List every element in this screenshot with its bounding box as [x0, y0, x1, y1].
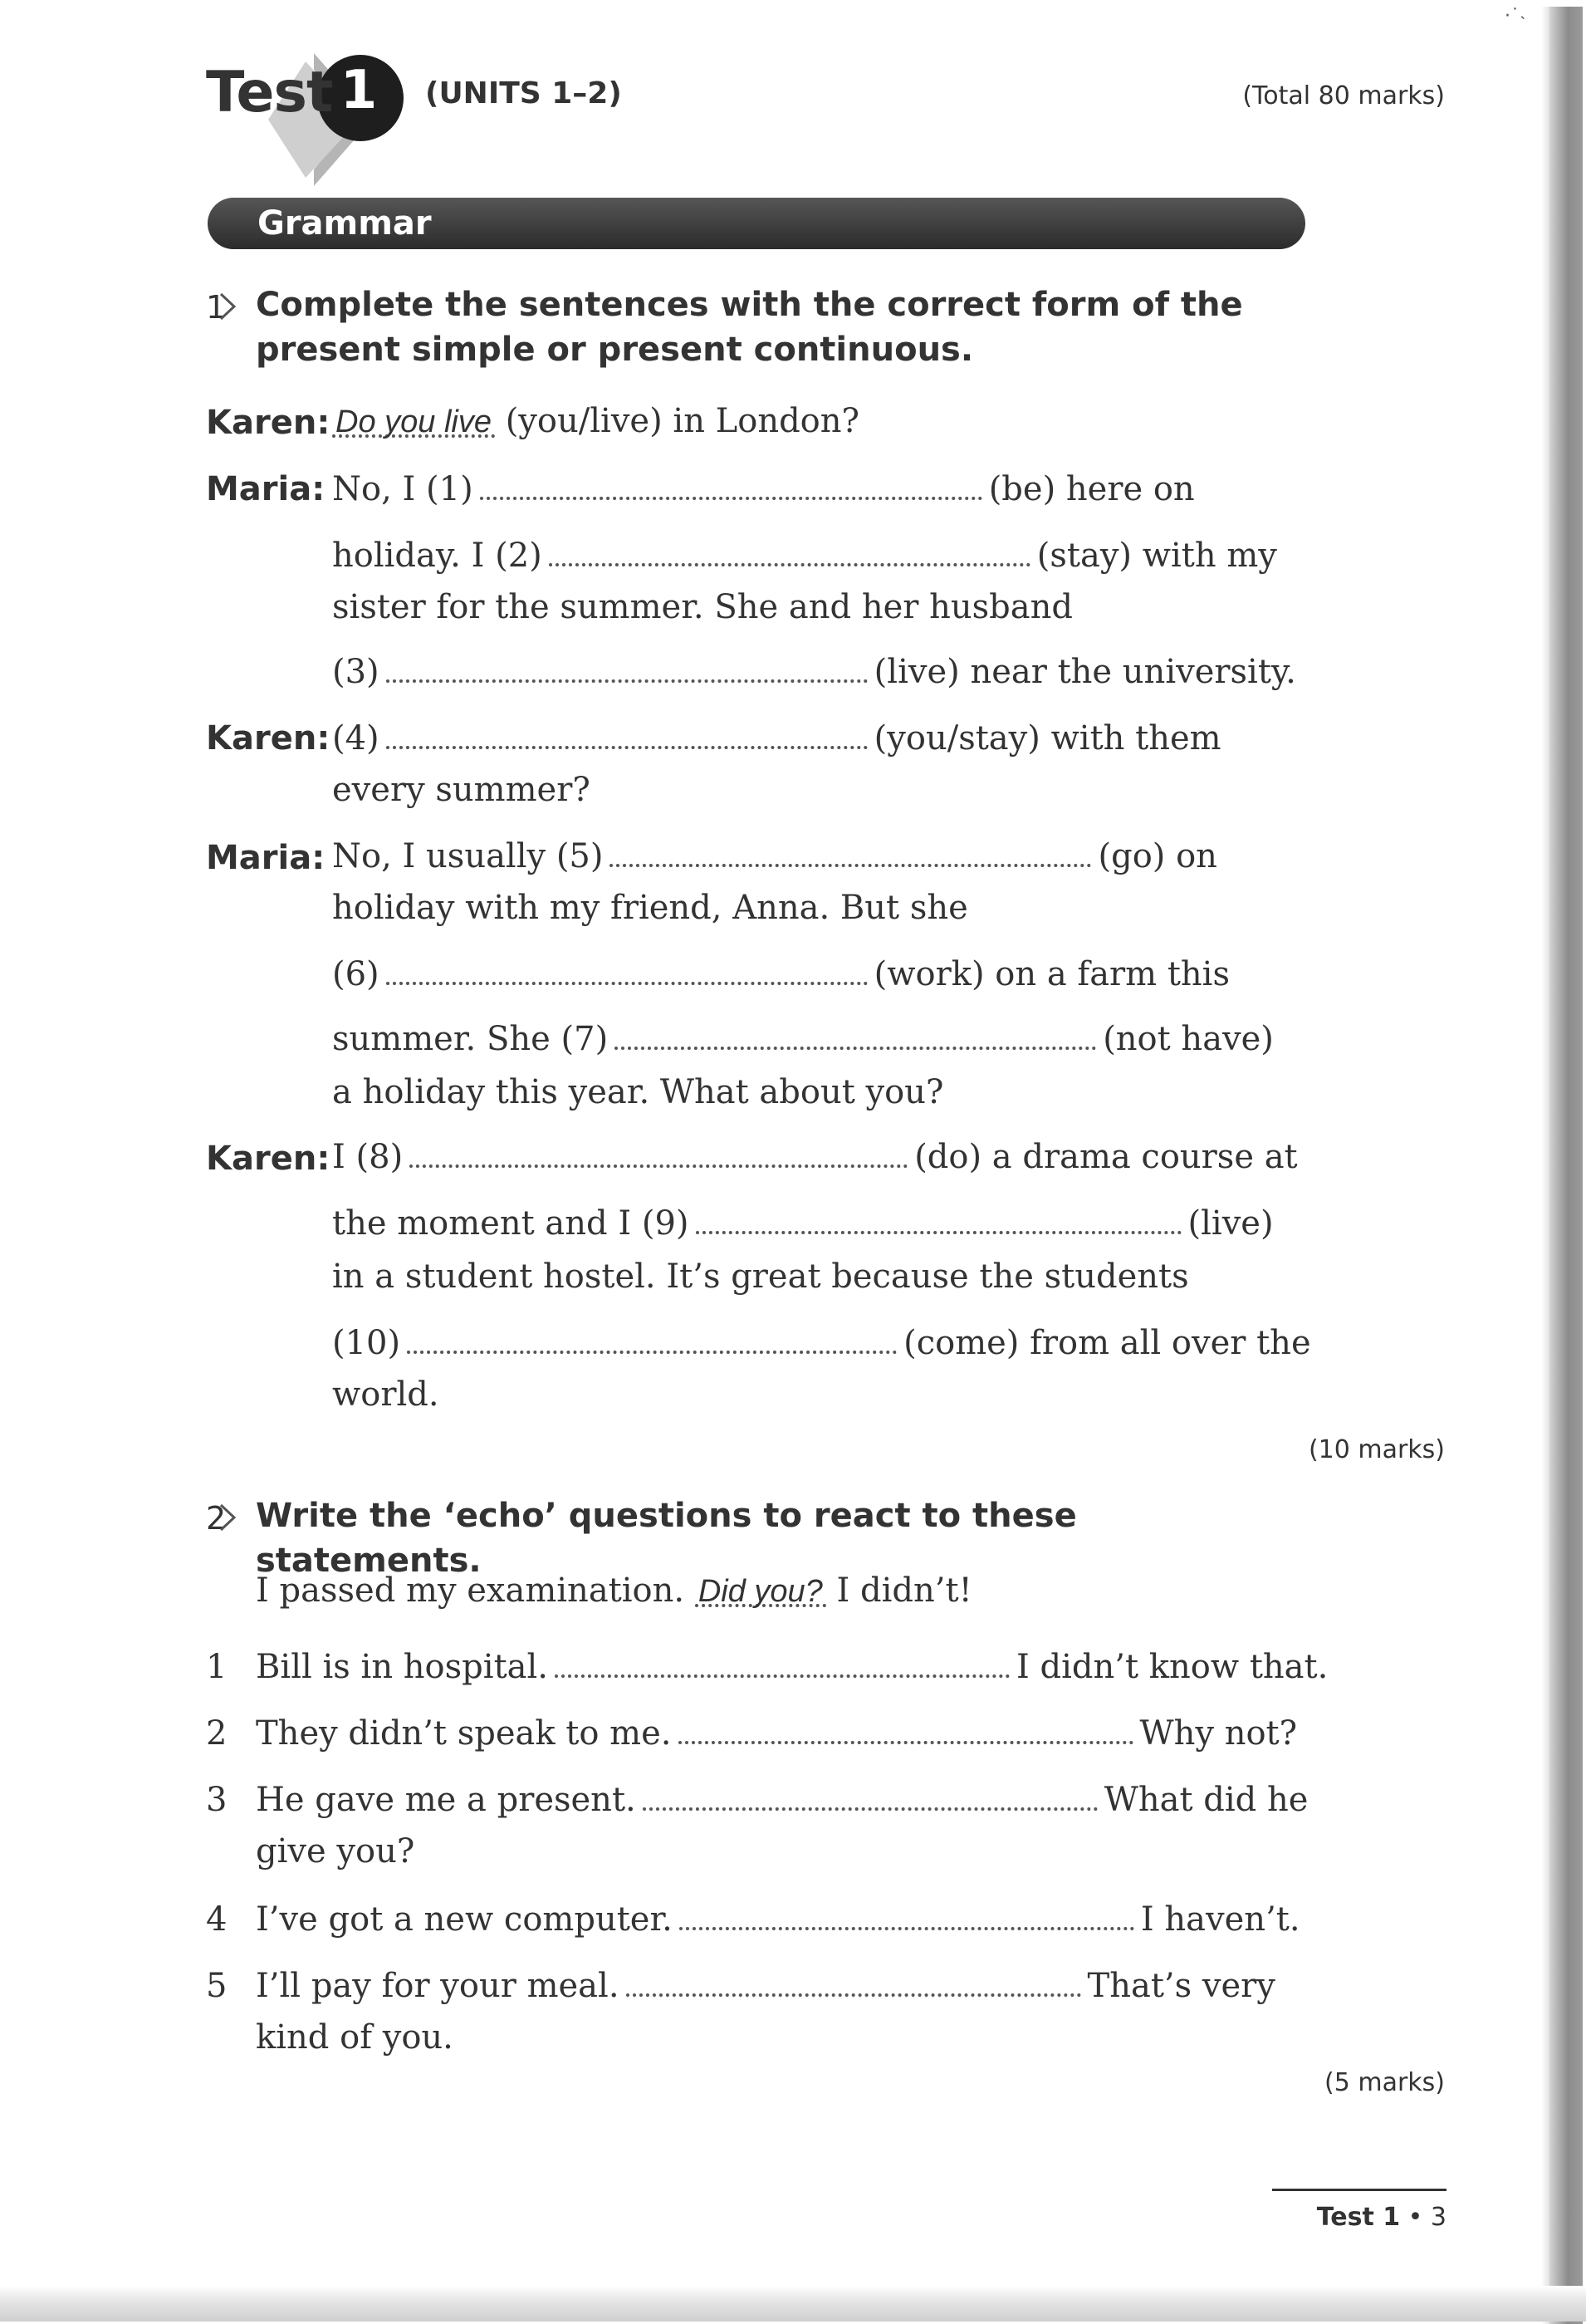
item-number: 3: [206, 1781, 228, 1819]
dialogue-line: [332, 955, 1230, 993]
answer-blank[interactable]: [555, 1650, 1010, 1678]
speaker-karen: Karen:: [206, 1140, 330, 1178]
scan-edge-highlight: [1541, 7, 1549, 2324]
dialogue-line: sister for the summer. She and her husband: [332, 588, 1073, 626]
answer-blank-9[interactable]: [696, 1206, 1182, 1234]
section-title: Grammar: [257, 204, 432, 243]
item-statement: They didn’t speak to me.: [256, 1714, 672, 1753]
line-text: (3): [332, 653, 379, 691]
footer-separator: •: [1407, 2203, 1423, 2232]
item-number: 5: [206, 1967, 228, 2005]
item-reaction: I haven’t.: [1140, 1900, 1300, 1939]
answer-blank-2[interactable]: [549, 538, 1030, 566]
exercise-arrow-icon: [218, 292, 237, 321]
dialogue-line: [332, 1204, 1274, 1243]
example-statement: I passed my examination.: [256, 1571, 685, 1610]
footer-rule: [1272, 2189, 1446, 2191]
item-number: 2: [206, 1714, 228, 1753]
speaker-karen: Karen:: [206, 404, 330, 442]
line-text: I (8): [332, 1138, 404, 1176]
dialogue-line: every summer?: [332, 771, 590, 809]
answer-blank-1[interactable]: [480, 472, 982, 500]
example-line: [256, 1571, 972, 1610]
verb-prompt: (stay) with my: [1036, 537, 1277, 575]
test-title: Test: [206, 60, 333, 125]
dialogue-line: world.: [332, 1375, 439, 1414]
line-text: holiday. I (2): [332, 537, 542, 575]
exercise-1-number: 1: [206, 289, 227, 326]
verb-prompt: (you/live) in London?: [505, 402, 859, 440]
item-number: 4: [206, 1900, 228, 1939]
list-item: [256, 1900, 1300, 1939]
page-footer: [1317, 2203, 1446, 2232]
exercise-2-number: 2: [206, 1500, 227, 1537]
example-answer: Do you live: [332, 409, 495, 438]
dialogue-line: [332, 537, 1277, 575]
dialogue-line: [332, 837, 1217, 875]
item-reaction: That’s very: [1087, 1967, 1275, 2005]
item-statement: I’ve got a new computer.: [256, 1900, 673, 1939]
exercise-arrow-icon: [218, 1503, 237, 1532]
exercise-2-instruction: Write the ‘echo’ questions to react to these statements.: [256, 1497, 1077, 1580]
section-header-bar: [208, 198, 1305, 249]
answer-blank[interactable]: [678, 1716, 1133, 1744]
speaker-maria: Maria:: [206, 470, 326, 508]
answer-blank-5[interactable]: [609, 839, 1091, 867]
dialogue-line: [332, 719, 1221, 758]
exercise-1-marks: (10 marks): [1308, 1435, 1445, 1464]
answer-blank-7[interactable]: [614, 1022, 1096, 1050]
answer-blank[interactable]: [643, 1782, 1098, 1811]
line-text: (6): [332, 955, 379, 993]
verb-prompt: (be) here on: [988, 470, 1195, 508]
item-reaction: Why not?: [1139, 1714, 1298, 1753]
dialogue-line: [332, 1324, 1311, 1362]
answer-blank[interactable]: [679, 1902, 1134, 1930]
example-reaction: I didn’t!: [836, 1571, 972, 1610]
speaker-maria: Maria:: [206, 839, 326, 877]
answer-blank[interactable]: [626, 1969, 1081, 1997]
line-text: summer. She (7): [332, 1020, 609, 1058]
verb-prompt: (work) on a farm this: [874, 955, 1230, 993]
footer-test-label: Test 1: [1316, 2203, 1401, 2232]
list-item: [256, 1714, 1297, 1753]
dialogue-line: in a student hostel. It’s great because the students: [332, 1258, 1189, 1296]
exercise-1-instruction: Complete the sentences with the correct form of the present simple or present continuous.: [256, 286, 1243, 369]
answer-blank-4[interactable]: [386, 721, 868, 749]
dialogue-line: [332, 653, 1296, 691]
dialogue-line: [332, 402, 859, 440]
list-item: [256, 1967, 1275, 2005]
answer-blank-10[interactable]: [407, 1326, 897, 1354]
answer-blank-8[interactable]: [409, 1140, 908, 1168]
list-item: [256, 1781, 1308, 1819]
verb-prompt: (go) on: [1098, 837, 1217, 875]
verb-prompt: (you/stay) with them: [874, 719, 1221, 758]
verb-prompt: (not have): [1103, 1020, 1274, 1058]
scan-edge-shadow: [1549, 7, 1583, 2324]
exercise-2-marks: (5 marks): [1324, 2068, 1445, 2097]
verb-prompt: (live): [1187, 1204, 1274, 1243]
list-item: [256, 1648, 1328, 1686]
item-statement: Bill is in hospital.: [256, 1648, 548, 1686]
line-text: the moment and I (9): [332, 1204, 689, 1243]
item-number: 1: [206, 1648, 228, 1686]
dialogue-line: a holiday this year. What about you?: [332, 1073, 944, 1111]
item-reaction: What did he: [1104, 1781, 1309, 1819]
verb-prompt: (live) near the university.: [874, 653, 1296, 691]
scan-corner-speck: ·˙˴: [1505, 6, 1526, 27]
dialogue-line: [332, 470, 1195, 508]
total-marks: (Total 80 marks): [1242, 81, 1445, 110]
speaker-karen: Karen:: [206, 719, 330, 758]
item-statement: I’ll pay for your meal.: [256, 1967, 619, 2005]
verb-prompt: (do) a drama course at: [914, 1138, 1298, 1176]
item-reaction: I didn’t know that.: [1016, 1648, 1329, 1686]
line-text: No, I (1): [332, 470, 473, 508]
item-statement: He gave me a present.: [256, 1781, 636, 1819]
line-text: (10): [332, 1324, 401, 1362]
line-text: No, I usually (5): [332, 837, 604, 875]
item-continuation: kind of you.: [256, 2018, 453, 2057]
line-text: (4): [332, 719, 379, 758]
test-number: 1: [340, 60, 378, 121]
verb-prompt: (come) from all over the: [903, 1324, 1311, 1362]
scan-bottom-shadow: [0, 2286, 1586, 2322]
answer-blank-6[interactable]: [386, 957, 868, 985]
example-answer: Did you?: [695, 1579, 826, 1607]
units-label: (UNITS 1–2): [425, 76, 622, 110]
item-continuation: give you?: [256, 1832, 415, 1870]
answer-blank-3[interactable]: [386, 655, 868, 683]
page-number: 3: [1430, 2203, 1446, 2232]
dialogue-line: holiday with my friend, Anna. But she: [332, 889, 968, 927]
dialogue-line: [332, 1138, 1298, 1176]
dialogue-line: [332, 1020, 1274, 1058]
